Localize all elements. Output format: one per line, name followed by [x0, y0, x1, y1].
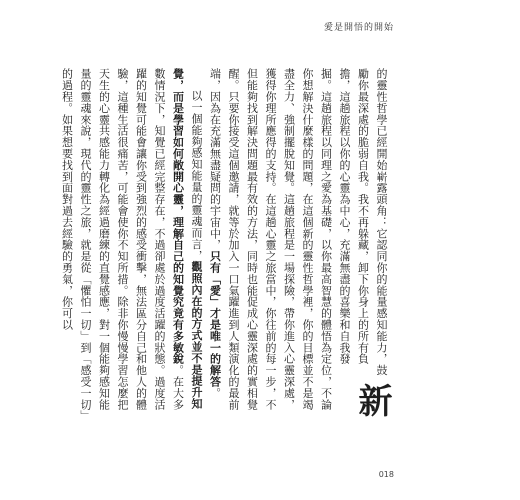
drop-cap: 新 [352, 382, 392, 418]
paragraph-2-text: 。在大多數情況下，知覺已經完整存在，不過卻處於過度活躍的狀態。過度活躍的知覺可能會讓你受到強烈的感受衝擊，無法區分自己和他人的體驗，這種生活很痛苦，可能會使你不知所措。除非你慢慢學習怎麼把天生的心靈共感能力轉化為經過磨練的直覺感應，對一個能夠感知能量的靈魂來說，現代的靈性之旅，就是從「懼怕一切」到「感受一切」的過程。如果想要找到面對過去經驗的勇氣，你可以 [60, 68, 185, 416]
paragraph-2 [57, 68, 205, 420]
paragraph-2-emphasis: 觀照內在的方式並不是提升知覺，而是學習如何敞開心靈，理解自己的知覺究竟有多敏銳 [171, 68, 203, 410]
paragraph-2-lead: 以一個能夠感知能量的靈魂而言， [190, 90, 203, 261]
paragraph-1-text: 的靈性哲學已經開始嶄露頭角：它認同你的能量感知能力，鼓勵你最深處的脆弱自我。我不再躲藏，卸下你身上的所有負擔，這趟旅程以你的心靈為中心，充滿無盡的喜樂和自我發掘。這趟旅程以同理之愛為基礎，以你最高智慧的體悟為定位，不論你想解決什麼樣的問題，在這個新的靈性哲學裡，你的目標並不是竭盡全力、強制擺脫知覺。這趟旅程是一場探險，帶你進入心靈深處，獲得你理所應得的支持。在這趟心靈之旅當中，你往前的每一步，不但能夠找到解決問題最有效的方法，同時也能促成心靈深處的實相覺醒。只要你接受這個邀請，就等於加入一口氣躍進到人類演化的最前端，因為在充滿無盡疑問的宇宙中， [208, 68, 388, 410]
running-header: 愛是開悟的開始 [323, 23, 394, 33]
paragraph-1-end: 。 [208, 387, 222, 399]
body-text [60, 68, 392, 420]
paragraph-1 [205, 68, 390, 420]
page-number: 018 [378, 470, 394, 479]
paragraph-1-emphasis: 只有「愛」才是唯一的解答 [208, 250, 222, 388]
